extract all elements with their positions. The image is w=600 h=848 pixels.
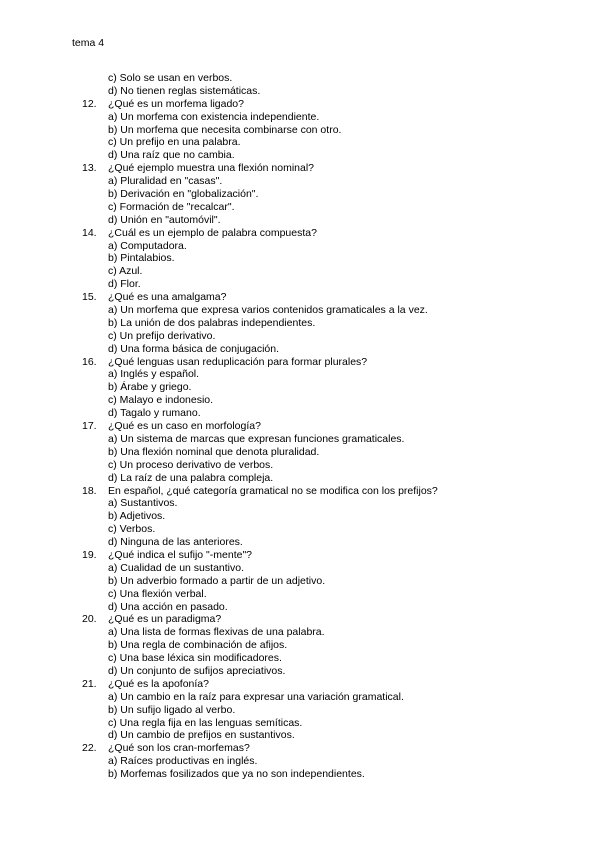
question-line [0,291,600,304]
question-number: 19. [82,548,97,561]
question-text: ¿Cuál es un ejemplo de palabra compuesta? [108,226,317,239]
option-line: c) Un prefijo derivativo. [108,329,216,342]
option-line: d) Una raíz que no cambia. [108,149,235,162]
question-number: 18. [82,484,97,497]
question-number: 17. [82,420,97,433]
question-number: 15. [82,291,97,304]
option-line: a) Inglés y español. [108,368,200,381]
option-line: d) Flor. [108,278,141,291]
option-line: c) Malayo e indonesio. [108,394,214,407]
question-line [0,98,600,111]
option-line: b) Adjetivos. [108,510,166,523]
question-line [0,549,600,562]
option-line: c) Verbos. [108,523,156,536]
question-line [0,162,600,175]
option-line: c) Un proceso derivativo de verbos. [108,458,274,471]
question-number: 20. [82,613,97,626]
option-line: d) Unión en "automóvil". [108,213,221,226]
question-number: 22. [82,742,97,755]
question-number: 16. [82,355,97,368]
option-line: a) Raíces productivas en inglés. [108,755,258,768]
question-number: 13. [82,162,97,175]
option-line: c) Una flexión verbal. [108,587,207,600]
question-line [0,227,600,240]
page-header: tema 4 [72,37,105,49]
option-line: c) Formación de "recalcar". [108,200,235,213]
option-line: b) Morfemas fosilizados que ya no son independientes. [108,768,365,781]
option-line: a) Cualidad de un sustantivo. [108,561,245,574]
option-line: c) Solo se usan en verbos. [108,72,233,84]
option-line: a) Un sistema de marcas que expresan funciones gramaticales. [108,432,405,445]
option-line: b) Un morfema que necesita combinarse con otro. [108,123,342,136]
option-line: d) Ninguna de las anteriores. [108,536,243,549]
option-line: b) Una flexión nominal que denota pluralidad. [108,445,320,458]
option-line: a) Computadora. [108,239,187,252]
option-line: a) Pluralidad en "casas". [108,175,223,188]
question-text: ¿Qué lenguas usan reduplicación para formar plurales? [108,355,368,368]
option-line: d) Un cambio de prefijos en sustantivos. [108,729,295,742]
option-line: b) Una regla de combinación de afijos. [108,639,288,652]
question-text: ¿Qué indica el sufijo "-mente"? [108,548,253,561]
option-line: b) La unión de dos palabras independientes. [108,316,316,329]
question-number: 21. [82,677,97,690]
question-text: ¿Qué es una amalgama? [108,291,227,304]
question-text: ¿Qué es un paradigma? [108,613,222,626]
option-line: c) Una regla fija en las lenguas semíticas. [108,716,303,729]
option-line: b) Árabe y griego. [108,381,192,394]
option-line: d) Una forma básica de conjugación. [108,342,280,355]
question-text: ¿Qué ejemplo muestra una flexión nominal? [108,162,315,175]
question-number: 14. [82,226,97,239]
option-line: a) Sustantivos. [108,497,178,510]
question-line [0,420,600,433]
option-line: b) Un sufijo ligado al verbo. [108,703,236,716]
question-line [0,485,600,498]
option-line: b) Un adverbio formado a partir de un adjetivo. [108,574,326,587]
option-line: d) No tienen reglas sistemáticas. [108,84,261,97]
question-text: En español, ¿qué categoría gramatical no se modifica con los prefijos? [108,484,438,497]
question-line [0,678,600,691]
question-list [0,72,600,781]
question-text: ¿Qué son los cran-morfemas? [108,742,250,755]
option-line: b) Pintalabios. [108,252,175,265]
option-line: d) La raíz de una palabra compleja. [108,471,274,484]
option-line: a) Un cambio en la raíz para expresar una variación gramatical. [108,690,404,703]
option-line: a) Una lista de formas flexivas de una palabra. [108,626,325,639]
question-text: ¿Qué es un morfema ligado? [108,97,244,110]
option-line: c) Un prefijo en una palabra. [108,136,241,149]
question-line [0,613,600,626]
question-line [0,742,600,755]
question-text: ¿Qué es un caso en morfología? [108,420,261,433]
option-line: d) Un conjunto de sufijos apreciativos. [108,664,286,677]
option-line: d) Tagalo y rumano. [108,407,201,420]
option-line: a) Un morfema que expresa varios contenidos gramaticales a la vez. [108,304,428,317]
option-line: b) Derivación en "globalización". [108,188,259,201]
option-line: c) Azul. [108,265,143,278]
option-line: c) Una base léxica sin modificadores. [108,652,282,665]
question-text: ¿Qué es la apofonía? [108,677,209,690]
option-line: d) Una acción en pasado. [108,600,228,613]
option-line: a) Un morfema con existencia independiente. [108,110,320,123]
question-number: 12. [82,97,97,110]
question-line [0,356,600,369]
